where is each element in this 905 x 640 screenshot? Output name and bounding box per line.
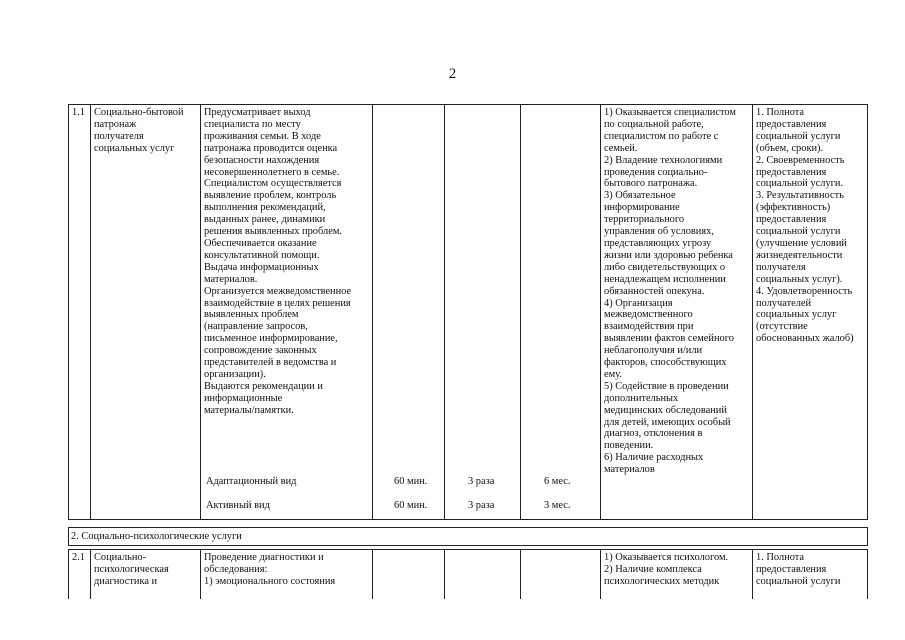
row-1-1-conditions: 1) Оказывается специалистом по социальной работе, специалистом по работе с семьей. 2) Владение технологиями проведения социально- бытового патронажа. 3) Обязательное информирование территориального управления об условиях, представляющих угрозу жизни или здоровью ребенка либо свидетельствующих о ненадлежащем исполнении обязанностей опекуна. 4) Организация межведомственного взаимодействия при выявлении фактов семейного неблагополучия и/или факторов, способствующих ему. 5) Содействие в проведении дополнительных медицинских обследований для детей, имеющих особый диагноз, отклонения в поведении. 6) Наличие расходных материалов <box>600 104 752 520</box>
subrow-active-label: Активный вид <box>206 500 270 511</box>
row-1-1-number: 1.1 <box>68 104 90 520</box>
row-2-1-duration-column <box>372 549 444 599</box>
subrow-adaptive-duration: 60 мин. <box>394 476 428 487</box>
row-1-1-indicators: 1. Полнота предоставления социальной услуги (объем, сроки). 2. Своевременность предоставления социальной услуги. 3. Результативность (эффективность) предоставления социальной услуги (улучшение условий жизнедеятельности получателя социальных услуг). 4. Удовлетворенность получателей социальных услуг (отсутствие обоснованных жалоб) <box>752 104 868 520</box>
subrow-adaptive-times: 3 раза <box>468 476 495 487</box>
page-number: 2 <box>448 66 457 82</box>
subrow-adaptive-period: 6 мес. <box>544 476 571 487</box>
subrow-active-duration: 60 мин. <box>394 500 428 511</box>
row-1-1-times-column <box>444 104 520 520</box>
row-2-1-service-name: Социально- психологическая диагностика и <box>90 549 200 599</box>
row-1-1-description: Предусматривает выход специалиста по месту проживания семьи. В ходе патронажа проводится оценка безопасности нахождения несовершеннолетнего в семье. Специалистом осуществляется выявление проблем, контроль выполнения рекомендаций, выданных ранее, динамики решения выявленных проблем. Обеспечивается оказание консультативной помощи. Выдача информационных материалов. Организуется межведомственное взаимодействие в целях решения выявленных проблем (направление запросов, письменное информирование, сопровождение законных представителей в ведомства и организации). Выдаются рекомендации и информационные материалы/памятки. <box>200 104 372 520</box>
subrow-adaptive-label: Адаптационный вид <box>206 476 297 487</box>
row-1-1-service-name: Социально-бытовой патронаж получателя социальных услуг <box>90 104 200 520</box>
row-2-1-number: 2.1 <box>68 549 90 599</box>
row-2-1-times-column <box>444 549 520 599</box>
subrow-active-period: 3 мес. <box>544 500 571 511</box>
row-2-1-period-column <box>520 549 600 599</box>
row-1-1-duration-column <box>372 104 444 520</box>
row-2-1-conditions: 1) Оказывается психологом. 2) Наличие комплекса психологических методик <box>600 549 752 599</box>
row-2-1-indicators: 1. Полнота предоставления социальной услуги <box>752 549 868 599</box>
row-1-1-period-column <box>520 104 600 520</box>
section-2-header: 2. Социально-психологические услуги <box>68 527 868 546</box>
row-2-1-description: Проведение диагностики и обследования: 1) эмоционального состояния <box>200 549 372 599</box>
subrow-active-times: 3 раза <box>468 500 495 511</box>
